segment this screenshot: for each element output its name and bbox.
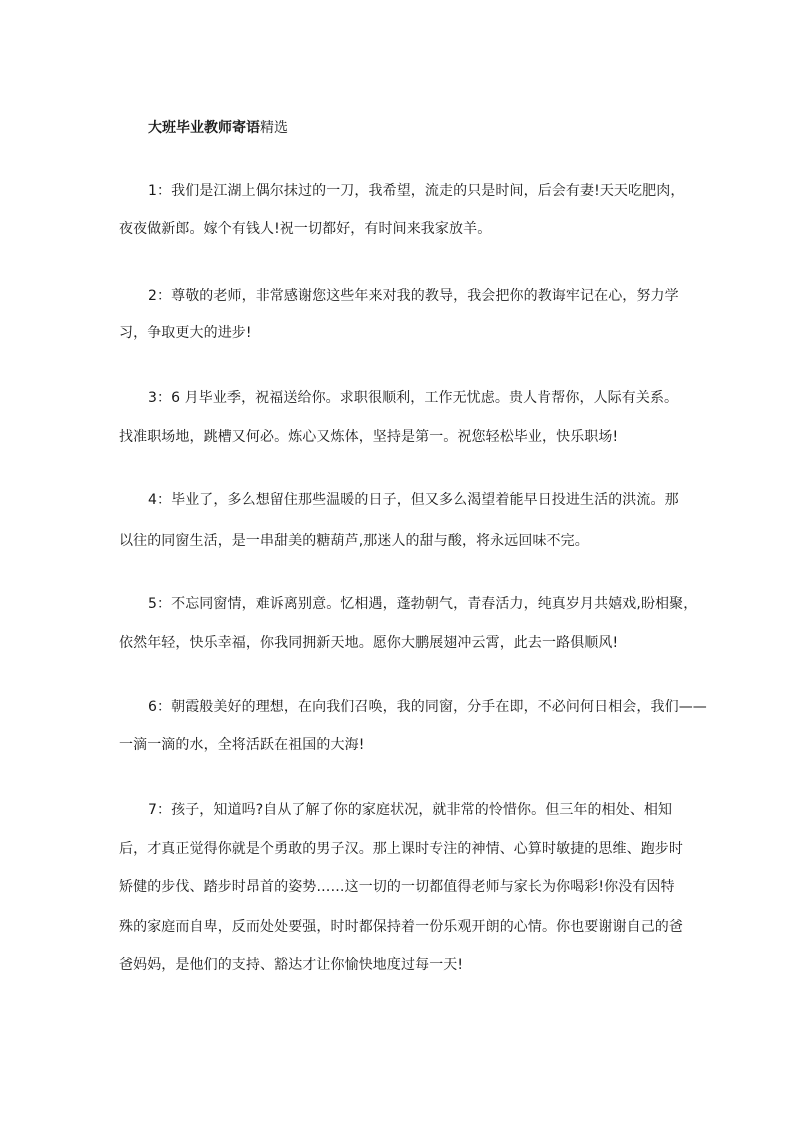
title-bold-text: 大班毕业教师寄语: [148, 120, 260, 136]
title-rest-text: 精选: [260, 120, 288, 136]
paragraph-1-line-2: 夜夜做新郎。嫁个有钱人!祝一切都好，有时间来我家放羊。: [119, 221, 492, 237]
paragraph-5-line-1: 5：不忘同窗情，难诉离别意。忆相遇，蓬勃朝气，青春活力，纯真岁月共嬉戏,盼相聚，: [148, 596, 698, 612]
paragraph-2-line-2: 习，争取更大的进步!: [119, 325, 252, 341]
paragraph-7-line-4: 殊的家庭而自卑，反而处处要强，时时都保持着一份乐观开朗的心情。你也要谢谢自己的爸: [119, 919, 683, 935]
paragraph-6-line-1: 6：朝霞般美好的理想，在向我们召唤，我的同窗，分手在即，不必问何日相会，我们——: [148, 699, 707, 715]
paragraph-4-line-1: 4：毕业了，多么想留住那些温暖的日子，但又多么渴望着能早日投进生活的洪流。那: [148, 492, 679, 508]
paragraph-2-line-1: 2：尊敬的老师，非常感谢您这些年来对我的教导，我会把你的教诲牢记在心，努力学: [148, 288, 679, 304]
paragraph-7-line-2: 后，才真正觉得你就是个勇敢的男子汉。那上课时专注的神情、心算时敏捷的思维、跑步时: [119, 841, 683, 857]
paragraph-4-line-2: 以往的同窗生活，是一串甜美的糖葫芦,那迷人的甜与酸，将永远回味不完。: [119, 533, 589, 549]
paragraph-7-line-3: 矫健的步伐、踏步时昂首的姿势……这一切的一切都值得老师与家长为你喝彩!你没有因特: [119, 879, 675, 895]
paragraph-6-line-2: 一滴一滴的水，全将活跃在祖国的大海!: [119, 737, 365, 753]
paragraph-7-line-5: 爸妈妈，是他们的支持、豁达才让你愉快地度过每一天!: [119, 957, 464, 973]
document-title: [148, 118, 288, 138]
paragraph-7-line-1: 7：孩子，知道吗?自从了解了你的家庭状况，就非常的怜惜你。但三年的相处、相知: [148, 802, 673, 818]
paragraph-1-line-1: 1：我们是江湖上偶尔抹过的一刀，我希望，流走的只是时间，后会有妻!天天吃肥肉，: [148, 183, 685, 199]
paragraph-3-line-2: 找准职场地，跳槽又何必。炼心又炼体，坚持是第一。祝您轻松毕业，快乐职场!: [119, 429, 619, 445]
paragraph-3-line-1: 3：6 月毕业季，祝福送给你。求职很顺利，工作无忧虑。贵人肯帮你，人际有关系。: [148, 390, 679, 406]
paragraph-5-line-2: 依然年轻，快乐幸福，你我同拥新天地。愿你大鹏展翅冲云霄，此去一路俱顺风!: [119, 635, 619, 651]
